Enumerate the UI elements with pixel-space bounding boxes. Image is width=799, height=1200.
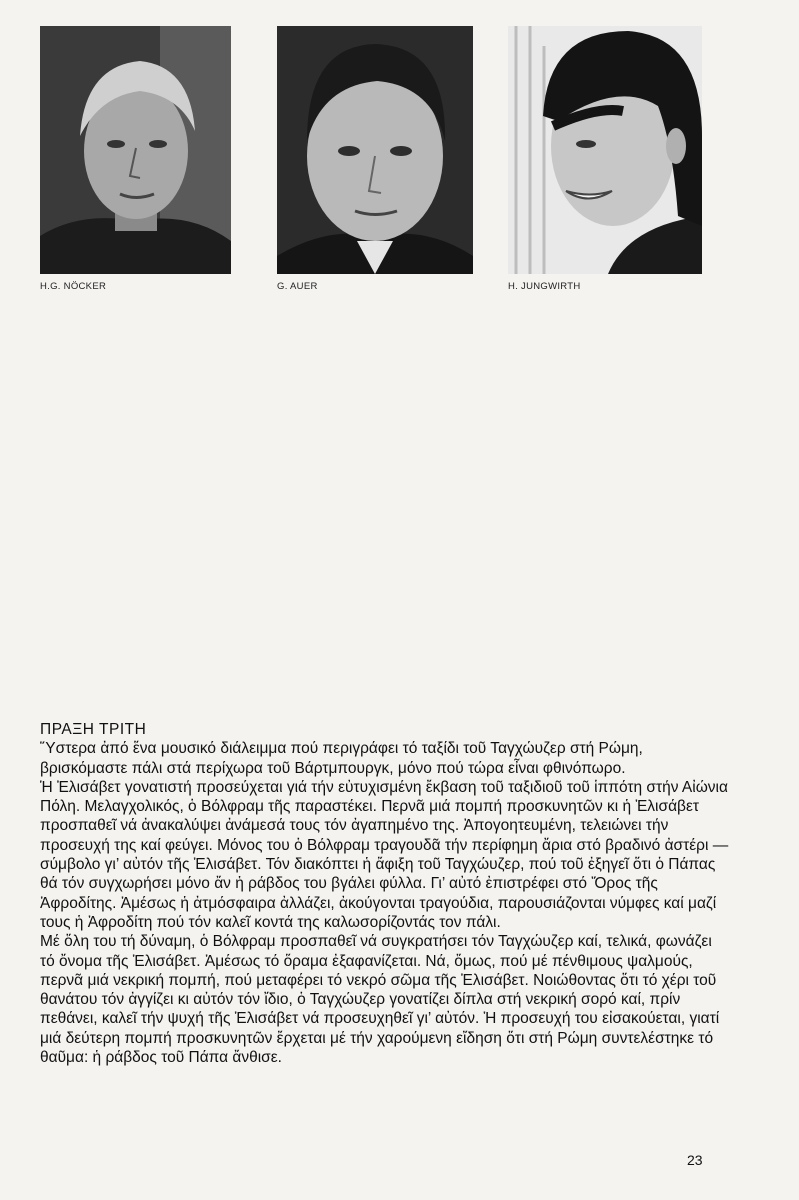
section-heading: ΠΡΑΞΗ ΤΡΙΤΗ <box>40 721 147 738</box>
photo-caption: H. JUNGWIRTH <box>508 281 581 292</box>
act-three-synopsis <box>40 720 730 1067</box>
portrait-woman-short-hair-icon <box>508 26 702 274</box>
synopsis-paragraph: Ἡ Ἐλισάβετ γονατιστή προσεύχεται γιά τήν εὐτυχισμένη ἔκβαση τοῦ ταξιδιοῦ τοῦ ἱππότη στήν Αἰώνια Πόλη. Μελαγχολικός, ὁ Βόλφραμ τῆς παραστέκει. Περνᾶ μιά πομπή προσκυνητῶν κι ἡ Ἐλισάβετ προσπαθεῖ νά ἀνακαλύψει ἀνάμεσά τους τόν ἀγαπημένο της. Ἀπογοητευμένη, τελειώνει τήν προσευχή της καί φεύγει. Μόνος του ὁ Βόλφραμ τραγουδᾶ τήν περίφημη ἄρια στό βραδινό ἀστέρι — σύμβολο γι’ αὐτόν τῆς Ἐλισάβετ. Τόν διακόπτει ἡ ἄφιξη τοῦ Ταγχώυζερ, πού τοῦ ἐξηγεῖ ὅτι ὁ Πάπας θά τόν συγχωρήσει μόνο ἄν ἡ ράβδος του βγάλει φύλλα. Γι’ αὐτό ἐπιστρέφει στό Ὄρος τῆς Ἀφροδίτης. Ἀμέσως ἡ ἀτμόσφαιρα ἀλλάζει, ἀκούγονται τραγούδια, παρουσιάζονται νύμφες καί μαζί τους ἡ Ἀφροδίτη πού τόν καλεῖ κοντά της καλωσορίζοντάς τον πάλι. <box>40 778 729 931</box>
photo-caption: G. AUER <box>277 281 318 292</box>
portrait-photo-nocker <box>40 26 231 274</box>
portrait-man-grey-hair-icon <box>40 26 231 274</box>
synopsis-paragraph: Μέ ὅλη του τή δύναμη, ὁ Βόλφραμ προσπαθεῖ νά συγκρατήσει τόν Ταγχώυζερ καί, τελικά, φωνάζει τό ὄνομα τῆς Ἐλισάβετ. Ἀμέσως τό ὅραμα ἐξαφανίζεται. Νά, ὅμως, πού μέ πένθιμους ψαλμούς, περνᾶ μιά νεκρική πομπή, πού μεταφέρει τό νεκρό σῶμα τῆς Ἐλισάβετ. Νοιώθοντας ὅτι τό χέρι τοῦ θανάτου τόν ἀγγίζει κι αὐτόν τόν ἴδιο, ὁ Ταγχώυζερ γονατίζει δίπλα στή νεκρική σορό καί, πρίν πεθάνει, καλεῖ τήν ψυχή τῆς Ἐλισάβετ νά προσευχηθεῖ γι’ αὐτόν. Ἡ προσευχή του εἰσακούεται, γιατί μιά δεύτερη πομπή προσκυνητῶν ἔρχεται μέ τήν χαρούμενη εἴδηση ὅτι στή Ρώμη συντελέστηκε τό θαῦμα: ἡ ράβδος τοῦ Πάπα ἄνθισε. <box>40 933 720 1067</box>
photo-caption: H.G. NÖCKER <box>40 281 107 292</box>
portrait-photo-jungwirth <box>508 26 702 274</box>
portrait-man-suit-icon <box>277 26 473 274</box>
page-number: 23 <box>687 1152 703 1168</box>
portrait-photo-auer <box>277 26 473 274</box>
synopsis-paragraph: Ὕστερα ἀπό ἕνα μουσικό διάλειμμα πού περιγράφει τό ταξίδι τοῦ Ταγχώυζερ στή Ρώμη, βρισκόμαστε πάλι στά περίχωρα τοῦ Βάρτμπουργκ, μόνο πού τώρα εἶναι φθινόπωρο. <box>40 740 643 777</box>
